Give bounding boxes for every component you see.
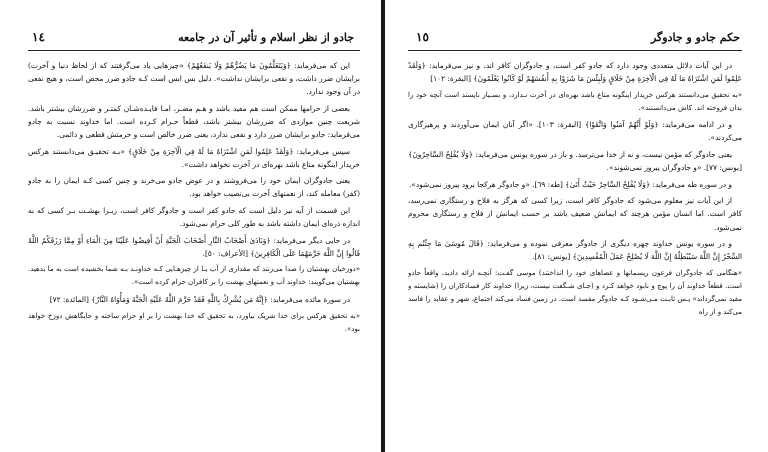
left-page	[28, 0, 360, 452]
verse-paragraph: در این آیات دلائل متعددی وجود دارد که جادو کفر است، و جادوگران کافر اند، و نیز می‌فرماید: ﴿وَلَقَدْ عَلِمُوا لَمَنِ اشْتَرَاهُ مَا لَهُ فِي الْآخِرَةِ مِنْ خَلَاقٍ وَلَبِئْسَ مَا شَرَوْا بِهِ أَنفُسَهُمْ لَوْ كَانُوا يَعْلَمُونَ﴾ [البقرة: ١٠٢]	[408, 61, 742, 84]
paragraph: از این آیات نیز معلوم می‌شود که جادوگر کافر است، زیرا کسی که هرگز به فلاح و رستگاری نمی‌رسد، کافر است. اما انسان مؤمن هرچند که ایمانش ضعیف باشد بر حسب ایمانش از فلاح و رستگاری محروم نمی‌شود.	[408, 196, 742, 232]
paragraph: این قسمت از آیه نیز دلیل است که جادو کفر است و جادوگر کافر است، زیـرا بهشـت بـر کسی که به اندازه ذره‌ای ایمان داشته باشد به طور کلی حرام نمی‌شود.	[28, 205, 360, 229]
paragraph: سپس می‌فرماید: ﴿وَلَقَدْ عَلِمُوا لَمَنِ اشْتَرَاهُ مَا لَهُ فِي الْآخِرَةِ مِنْ خَلَاقٍ﴾ «بـه تحقیـق می‌دانستند هرکس خریدار اینگونه متاع باشد بهره‌ای در آخرت نخواهد داشت».	[28, 146, 360, 169]
paragraph: یعنی جادوگران ایمان خود را می‌فروشند و در عوض جادو می‌خرند و چنین کسی کـه ایمان را به جادو (کفر) معامله کند، از نعمتهای آخرت بی‌نصیب خواهد بود.	[28, 176, 360, 199]
verse-paragraph: و در سوره یونس خداوند چهره دیگری از جادوگر معرفی نموده و می‌فرماید: ﴿قَالَ مُوسَىٰ مَا جِئْتُم بِهِ السِّحْرُ إِنَّ اللَّهَ سَيُبْطِلُهُ إِنَّ اللَّهَ لَا يُصْلِحُ عَمَلَ الْمُفْسِدِينَ﴾ [یونس: ٨١].	[408, 239, 742, 262]
right-page	[408, 0, 742, 452]
page-gutter-divider	[381, 0, 385, 452]
verse-paragraph: در سورة مائده می‌فرماید: ﴿إِنَّهُ مَن يُشْرِكْ بِاللَّهِ فَقَدْ حَرَّمَ اللَّهُ عَلَيْهِ الْجَنَّةَ وَمَأْوَاهُ النَّارُ﴾ [المائدة: ٧٢]	[49, 295, 350, 304]
verse-paragraph: یعنی جادوگر که مؤمن نیست، و نه از خدا می‌ترسد. و باز در سوره یونس می‌فرماید: ﴿وَلَا يُفْلِحُ السَّاحِرُونَ﴾ [یونس: ٧٧]. «و جادوگران پیروز نمی‌شوند».	[408, 150, 742, 173]
right-page-body	[408, 51, 742, 319]
right-page-number: ١٥	[416, 30, 429, 44]
translation-paragraph: «به تحقیق می‌دانستند هرکس خریدار اینگونه متاع باشد بهره‌ای در آخرت نـدارد، و بسـیار ناپسند است آنچه خود را بدان فروخته اند. کاش می‌دانستند».	[408, 90, 742, 112]
paragraph: این که می‌فرماید: ﴿وَيَتَعَلَّمُونَ مَا يَضُرُّهُمْ وَلَا يَنفَعُهُمْ﴾ «چیزهایی یاد می‌گرفتند که از لحاظ دنیا و آخرت) برایشان ضرر داشت، و نفعی برایشان نداشت». دلیل بس ایس است کـه جادو ضرر محض است، و هیچ نفعی در آن وجود ندارد.	[28, 61, 360, 97]
left-page-title: جادو از نظر اسلام و تأثیر آن در جامعه	[178, 31, 354, 44]
translation-paragraph: «به تحقیق هرکس برای خدا شریک بیاورد، به تحقیق که خدا بهشت را بر او حرام ساخته و جایگاهش دوزخ خواهد بود».	[28, 311, 360, 333]
verse-paragraph: و در سوره طه می‌فرماید: ﴿وَلَا يُفْلِحُ السَّاحِرُ حَيْثُ أَتَىٰ﴾ [طه: ٦٩]. «و جادوگر هرکجا برود پیروز نمی‌شود».	[408, 179, 732, 189]
verse-paragraph: در جایی دیگر می‌فرماید: ﴿وَنَادَىٰ أَصْحَابُ النَّارِ أَصْحَابَ الْجَنَّةِ أَنْ أَفِيضُوا عَلَيْنَا مِنَ الْمَاءِ أَوْ مِمَّا رَزَقَكُمُ اللَّهُ قَالُوا إِنَّ اللَّهَ حَرَّمَهُمَا عَلَى الْكَافِرِينَ﴾ [الأعراف: ٥٠].	[28, 235, 360, 258]
left-page-number: ١٤	[32, 30, 45, 44]
verse-paragraph: و در ادامه می‌فرماید: ﴿وَلَوْ أَنَّهُمْ آمَنُوا وَاتَّقَوْا﴾ [البقرة: ١٠٣]. «اگر آنان ایمان می‌آوردند و پرهیزگاری می‌کردند».	[408, 120, 742, 143]
paragraph: بعضی از حرامها ممکن است هم مفید باشد و هـم مضـر، امـا فایـده‌شـان کمتـر و ضررشان بیشتر باشد. شریعت چنین مواردی که ضررشان بیشتر باشد، قطعاً حـرام کـرده است. اما خداوند نسبت به جادو می‌فرماید: جادو برایشان ضرر دارد و نفعی ندارد، یعنی ضرر خالص است و حرمتش قطعی و دائمی.	[28, 103, 360, 139]
left-page-body	[28, 51, 360, 336]
left-page-header	[28, 28, 360, 51]
translation-paragraph: «دوزخیان بهشتیان را صدا می‌زنند که مقداری از آب یـا از چیزهـایی کـه خداونـد بـه شما بخشیده است به ما بدهید. بهشتیان می‌گویند: خداوند آب و نعمتهای بهشت را بر کافران حرام کرده است».	[28, 265, 360, 287]
translation-paragraph: «هنگامی که جادوگران فرعون ریسمانها و عصاهای خود را انداختند) موسی گفـت: آنچـه ارائه دادید، واقعاً جادو است. قطعاً خداوند آن را پوچ و نابود خواهد کـرد و (جـای شـگفت نیست، زیرا) خداوند کار فسادکاران را (شایسته و مفید نمی‌گرداند» پـس ثابـت مـی‌شـود کـه جادوگر مفسد است. در زمین فساد می‌کند اجتماع، شهر و عقاید را فاسد می‌کند و از راه	[408, 268, 742, 317]
right-page-header	[408, 28, 742, 51]
right-page-title: حکم جادو و جادوگر	[650, 31, 740, 44]
